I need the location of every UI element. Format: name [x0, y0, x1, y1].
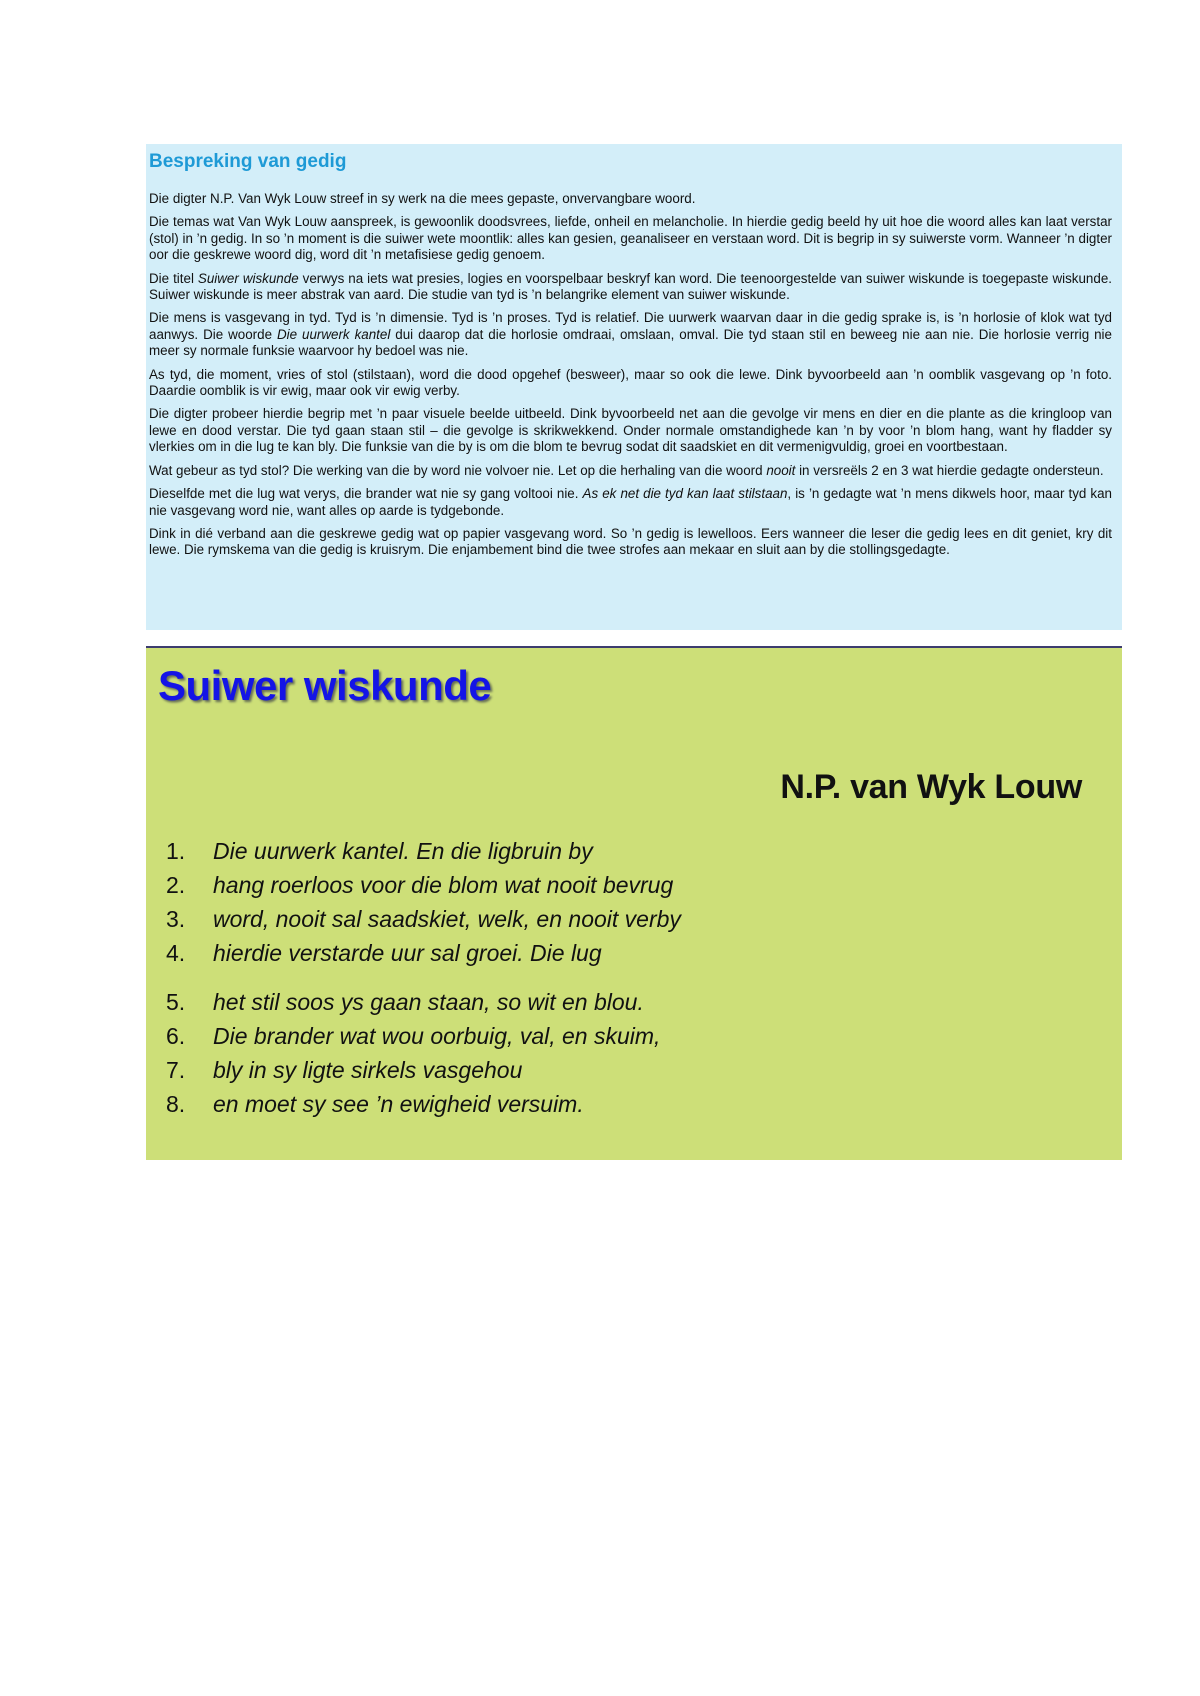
line-text: hang roerloos voor die blom wat nooit bevrug	[213, 872, 674, 898]
text-run: verwys na iets wat presies, logies en voorspelbaar beskryf kan word. Die teenoorgestelde van suiwer wiskunde is toegepaste wiskunde. Suiwer wiskunde is meer abstrak van aard. Die studie van tyd is ’n belangrike element van suiwer wiskunde.	[149, 270, 1112, 303]
line-number: 1.	[166, 838, 186, 864]
line-number: 4.	[166, 940, 186, 966]
discussion-body	[149, 191, 1112, 559]
poem-box	[146, 648, 1122, 1160]
line-number: 3.	[166, 906, 186, 932]
text-run: Die titel	[149, 270, 198, 286]
text-run: Wat gebeur as tyd stol? Die werking van die by word nie volvoer nie. Let op die herhaling van die woord	[149, 462, 767, 478]
text-run: Die temas wat Van Wyk Louw aanspreek, is gewoonlik doodsvrees, liefde, onheil en melancholie. In hierdie gedig beeld hy uit hoe die woord alles kan laat verstar (stol) in ’n gedig. In so ’n moment is die suiwer wete moontlik: alles kan gesien, geanaliseer en verstaan word. Dit is begrip in sy suiwerste vorm. Wanneer ’n digter oor die geskrewe woord dig, word dit ’n metafisiese gedig genoem.	[149, 214, 1112, 263]
poem-lines	[166, 834, 681, 1121]
line-number: 2.	[166, 872, 186, 898]
italic-phrase: As ek net die tyd kan laat stilstaan	[582, 486, 788, 502]
discussion-paragraph	[149, 214, 1112, 263]
discussion-paragraph	[149, 271, 1112, 304]
text-run: in versreëls 2 en 3 wat hierdie gedagte ondersteun.	[795, 462, 1104, 478]
poem-line	[166, 1019, 681, 1053]
poem-line	[166, 936, 681, 970]
italic-phrase: nooit	[766, 462, 796, 478]
text-run: Dink in dié verband aan die geskrewe gedig wat op papier vasgevang word. So ’n gedig is lewelloos. Eers wanneer die leser die gedig lees en dit geniet, kry dit lewe. Die rymskema van die gedig is kruisrym. Die enjambement bind die twee strofes aan mekaar en sluit aan by die stollingsgedagte.	[149, 525, 1112, 558]
text-run: As tyd, die moment, vries of stol (stilstaan), word die dood opgehef (besweer), maar so ook die lewe. Dink byvoorbeeld aan ’n oomblik vasgevang op ’n foto. Daardie oomblik is vir ewig, maar ook vir ewig verby.	[149, 366, 1112, 399]
text-run: , is ’n gedagte wat ’n mens dikwels hoor, maar tyd kan nie vasgevang word nie, want alles op aarde is tydgebonde.	[149, 486, 1112, 518]
poem-author: N.P. van Wyk Louw	[780, 768, 1082, 806]
poem-line	[166, 1087, 681, 1121]
discussion-paragraph	[149, 526, 1112, 559]
discussion-paragraph	[149, 486, 1112, 519]
line-number: 5.	[166, 989, 186, 1015]
discussion-paragraph	[149, 191, 1112, 207]
text-run: dui daarop dat die horlosie omdraai, omslaan, omval. Die tyd staan stil en beweeg nie aan nie. Die horlosie verrig nie meer sy normale funksie waarvoor hy bedoel was nie.	[149, 326, 1112, 359]
line-text: het stil soos ys gaan staan, so wit en blou.	[213, 989, 644, 1015]
text-run: Die digter N.P. Van Wyk Louw streef in sy werk na die mees gepaste, onvervangbare woord.	[149, 191, 696, 206]
poem-line	[166, 902, 681, 936]
text-run: Die digter probeer hierdie begrip met ’n paar visuele beelde uitbeeld. Dink byvoorbeeld net aan die gevolge vir mens en dier en die plante as die kringloop van lewe en dood verstar. Die tyd gaan staan stil – die gevolge is skrikwekkend. Onder normale omstandighede kan ’n by voor ’n blom hang, want hy fladder sy vlerkies om in die lug te kan bly. Die funksie van die by is om die blom te bevrug sodat dit saadskiet en dit vermenigvuldig, groei en voortbestaan.	[149, 406, 1112, 455]
poem-line	[166, 985, 681, 1019]
italic-phrase: Die uurwerk kantel	[276, 326, 391, 342]
line-text: word, nooit sal saadskiet, welk, en nooit verby	[213, 906, 681, 932]
line-number: 7.	[166, 1057, 186, 1083]
discussion-paragraph	[149, 310, 1112, 359]
line-text: en moet sy see ’n ewigheid versuim.	[213, 1091, 584, 1117]
discussion-heading: Bespreking van gedig	[149, 151, 347, 172]
poem-line	[166, 868, 681, 902]
line-text: Die brander wat wou oorbuig, val, en skuim,	[213, 1023, 661, 1049]
text-run: Dieselfde met die lug wat verys, die brander wat nie sy gang voltooi nie.	[149, 486, 583, 502]
italic-phrase: Suiwer wiskunde	[197, 270, 299, 286]
poem-line	[166, 1053, 681, 1087]
line-number: 6.	[166, 1023, 186, 1049]
discussion-paragraph	[149, 367, 1112, 400]
discussion-box	[146, 144, 1122, 630]
discussion-paragraph	[149, 406, 1112, 455]
poem-line	[166, 834, 681, 868]
text-run: Die mens is vasgevang in tyd. Tyd is ’n dimensie. Tyd is ’n proses. Tyd is relatief. Die uurwerk waarvan daar in die gedig sprake is, is ’n horlosie of klok wat tyd aanwys. Die woorde	[149, 310, 1112, 342]
poem-title: Suiwer wiskunde	[158, 662, 492, 709]
line-text: Die uurwerk kantel. En die ligbruin by	[213, 838, 593, 864]
line-text: bly in sy ligte sirkels vasgehou	[213, 1057, 523, 1083]
line-number: 8.	[166, 1091, 186, 1117]
discussion-paragraph	[149, 463, 1112, 479]
line-text: hierdie verstarde uur sal groei. Die lug	[213, 940, 602, 966]
